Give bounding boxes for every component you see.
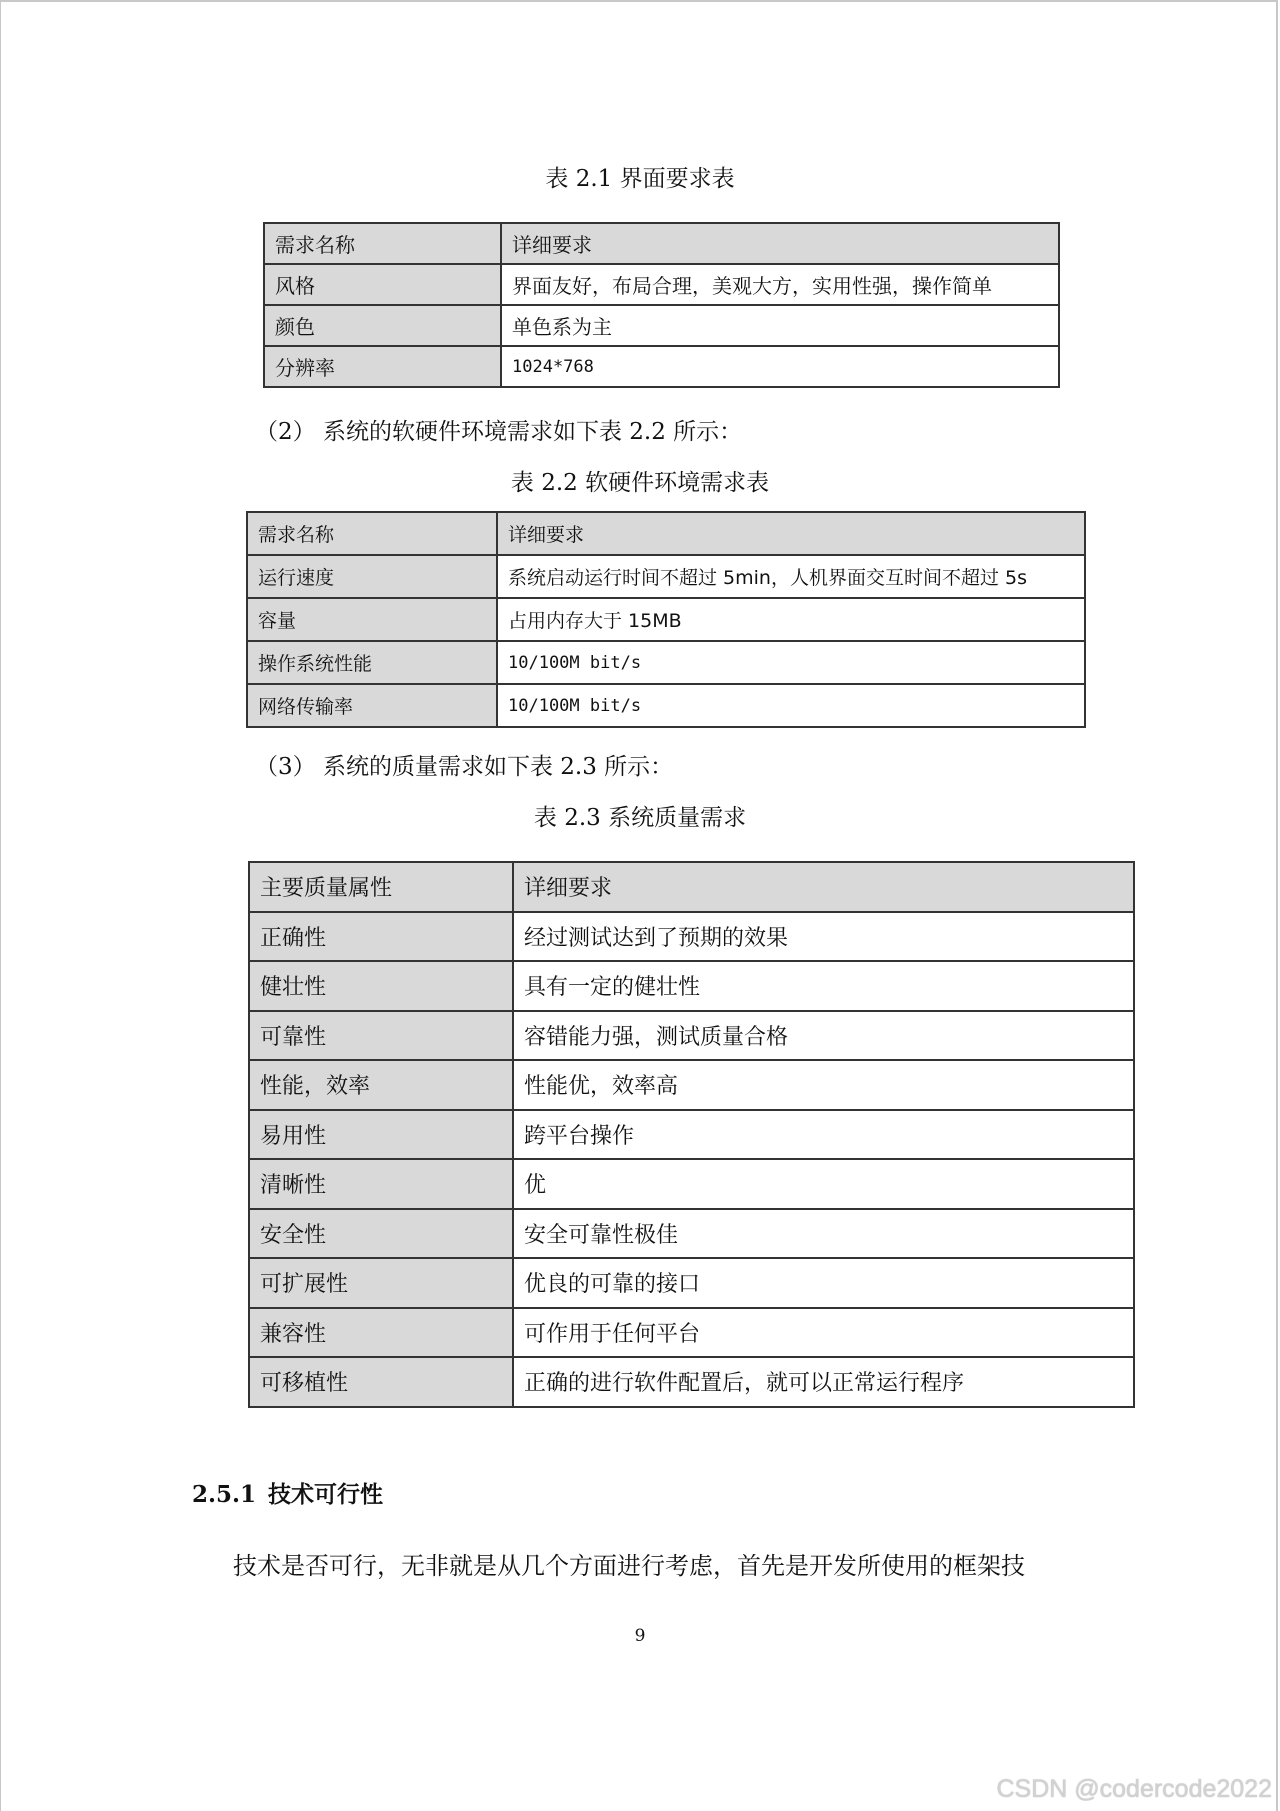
quality-attribute: 可扩展性: [249, 1258, 513, 1308]
table-header-row: [264, 223, 1059, 264]
header-cell: 主要质量属性: [249, 862, 513, 912]
quality-attribute: 健壮性: [249, 961, 513, 1011]
table-row: [247, 555, 1085, 598]
section-heading: [192, 1476, 383, 1509]
header-cell: 需求名称: [264, 223, 501, 264]
table2-caption: 表 2.2 软硬件环境需求表: [510, 470, 770, 496]
quality-detail: 跨平台操作: [513, 1110, 1134, 1160]
quality-detail: 性能优，效率高: [513, 1060, 1134, 1110]
requirement-name: 操作系统性能: [247, 641, 497, 684]
quality-detail: 优: [513, 1159, 1134, 1209]
quality-detail: 可作用于任何平台: [513, 1308, 1134, 1358]
table-row: [247, 684, 1085, 727]
requirement-name: 风格: [264, 264, 501, 305]
requirement-detail: 10/100M bit/s: [497, 641, 1085, 684]
quality-detail: 正确的进行软件配置后，就可以正常运行程序: [513, 1357, 1134, 1407]
table-row: [264, 305, 1059, 346]
quality-attribute: 可移植性: [249, 1357, 513, 1407]
table-row: [249, 1110, 1134, 1160]
paragraph-2: （2） 系统的软硬件环境需求如下表 2.2 所示：: [255, 419, 743, 445]
quality-detail: 优良的可靠的接口: [513, 1258, 1134, 1308]
table-row: [249, 1011, 1134, 1061]
table-row: [249, 1258, 1134, 1308]
table-header-row: [247, 512, 1085, 555]
requirement-detail: 1024*768: [501, 346, 1059, 387]
requirement-detail: 10/100M bit/s: [497, 684, 1085, 727]
header-cell: 详细要求: [497, 512, 1085, 555]
quality-attribute: 性能，效率: [249, 1060, 513, 1110]
requirement-detail: 单色系为主: [501, 305, 1059, 346]
table-row: [249, 1060, 1134, 1110]
quality-detail: 容错能力强，测试质量合格: [513, 1011, 1134, 1061]
quality-attribute: 清晰性: [249, 1159, 513, 1209]
requirement-detail: 系统启动运行时间不超过 5min，人机界面交互时间不超过 5s: [497, 555, 1085, 598]
watermark: CSDN @codercode2022: [996, 1775, 1272, 1803]
section-number: 2.5.1: [192, 1481, 257, 1508]
interface-requirements-table: [263, 222, 1060, 388]
table-row: [249, 912, 1134, 962]
quality-attribute: 易用性: [249, 1110, 513, 1160]
table-row: [249, 1308, 1134, 1358]
quality-attribute: 可靠性: [249, 1011, 513, 1061]
section-body: 技术是否可行，无非就是从几个方面进行考虑，首先是开发所使用的框架技: [233, 1552, 1025, 1580]
requirement-detail: 界面友好，布局合理，美观大方，实用性强，操作简单: [501, 264, 1059, 305]
quality-requirements-table: [248, 861, 1135, 1408]
environment-requirements-table: [246, 511, 1086, 728]
quality-attribute: 安全性: [249, 1209, 513, 1259]
header-cell: 详细要求: [501, 223, 1059, 264]
quality-detail: 具有一定的健壮性: [513, 961, 1134, 1011]
table1-caption: 表 2.1 界面要求表: [545, 166, 735, 192]
requirement-name: 颜色: [264, 305, 501, 346]
quality-detail: 经过测试达到了预期的效果: [513, 912, 1134, 962]
table-row: [249, 1357, 1134, 1407]
table-row: [249, 1209, 1134, 1259]
paragraph-3: （3） 系统的质量需求如下表 2.3 所示：: [255, 754, 674, 780]
table3-caption: 表 2.3 系统质量需求: [533, 805, 747, 831]
requirement-name: 网络传输率: [247, 684, 497, 727]
table-row: [247, 641, 1085, 684]
table-header-row: [249, 862, 1134, 912]
table-row: [264, 346, 1059, 387]
table-row: [249, 961, 1134, 1011]
quality-attribute: 兼容性: [249, 1308, 513, 1358]
requirement-name: 容量: [247, 598, 497, 641]
table-row: [247, 598, 1085, 641]
quality-detail: 安全可靠性极佳: [513, 1209, 1134, 1259]
requirement-name: 运行速度: [247, 555, 497, 598]
quality-attribute: 正确性: [249, 912, 513, 962]
requirement-detail: 占用内存大于 15MB: [497, 598, 1085, 641]
header-cell: 详细要求: [513, 862, 1134, 912]
page-number: 9: [634, 1626, 646, 1646]
section-title: 技术可行性: [268, 1481, 384, 1508]
header-cell: 需求名称: [247, 512, 497, 555]
table-row: [264, 264, 1059, 305]
requirement-name: 分辨率: [264, 346, 501, 387]
table-row: [249, 1159, 1134, 1209]
